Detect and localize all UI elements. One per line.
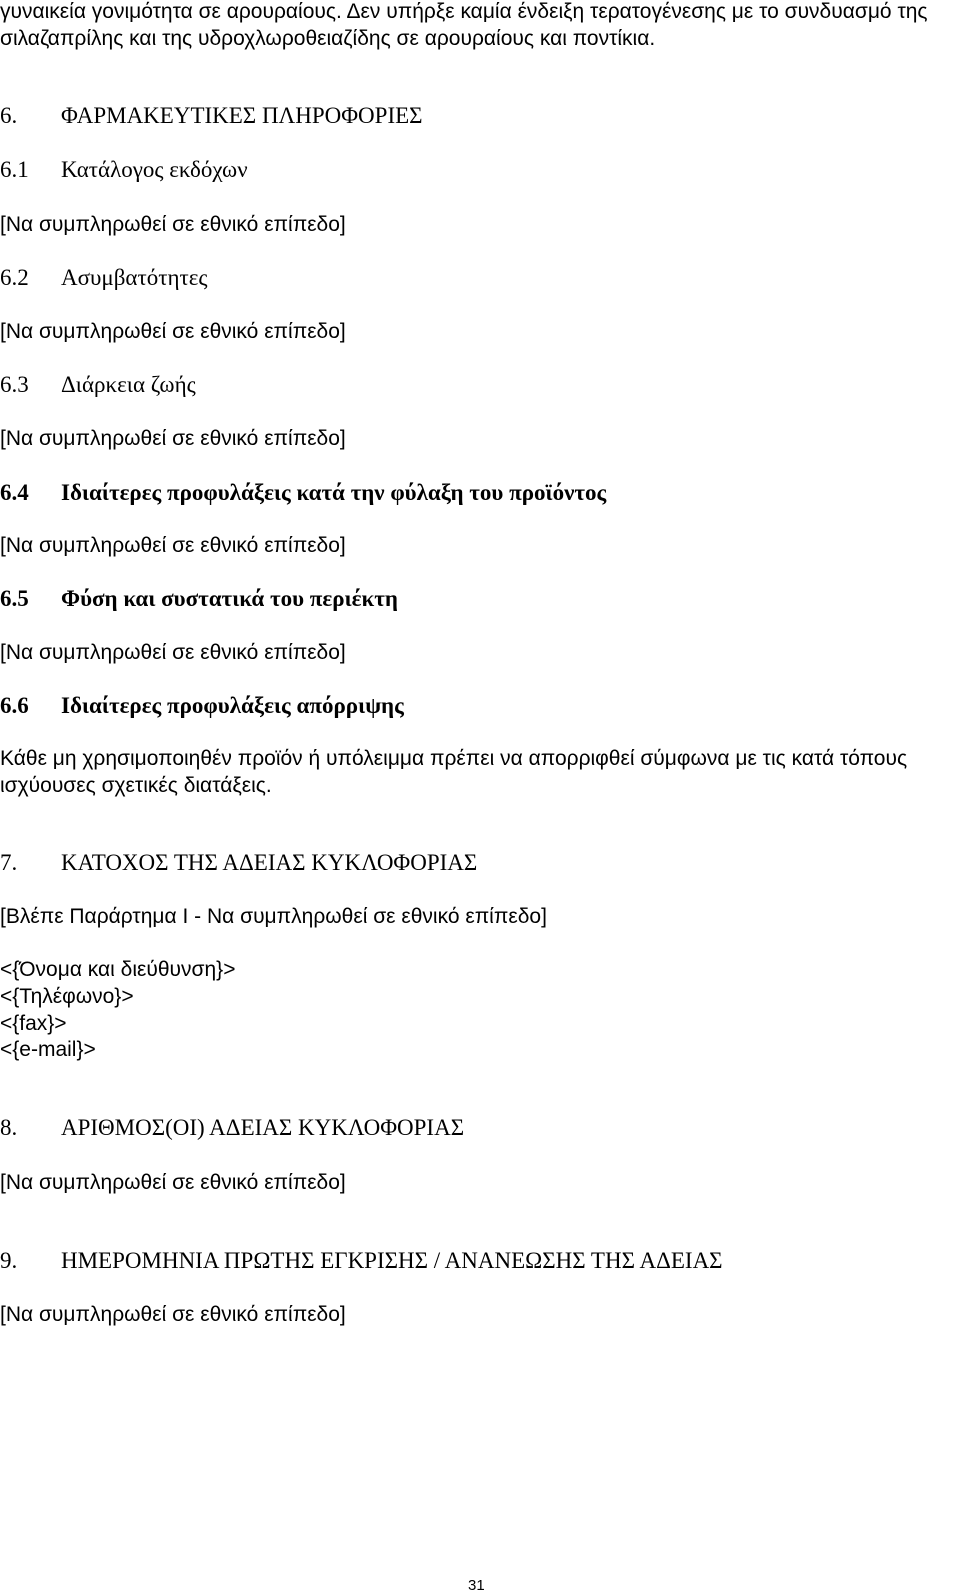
section-title: ΚΑΤΟΧΟΣ ΤΗΣ ΑΔΕΙΑΣ ΚΥΚΛΟΦΟΡΙΑΣ: [61, 850, 478, 875]
section-number: 8.: [0, 1115, 18, 1140]
subsection-6-4-body: [Να συμπληρωθεί σε εθνικό επίπεδο]: [0, 534, 346, 557]
holder-name-address: <{Όνομα και διεύθυνση}>: [0, 958, 236, 981]
subsection-title: Διάρκεια ζωής: [61, 372, 196, 397]
intro-line-1: γυναικεία γονιμότητα σε αρουραίους. Δεν υπήρξε καμία ένδειξη τερατογένεσης με το συνδυασμό της: [0, 0, 928, 23]
holder-email: <{e-mail}>: [0, 1038, 96, 1061]
subsection-title: Φύση και συστατικά του περιέκτη: [61, 586, 398, 611]
subsection-number: 6.3: [0, 372, 29, 397]
subsection-6-2-body: [Να συμπληρωθεί σε εθνικό επίπεδο]: [0, 320, 346, 343]
subsection-title: Ασυμβατότητες: [61, 265, 208, 290]
holder-fax: <{fax}>: [0, 1012, 67, 1035]
section-title: ΗΜΕΡΟΜΗΝΙΑ ΠΡΩΤΗΣ ΕΓΚΡΙΣΗΣ / ΑΝΑΝΕΩΣΗΣ ΤΗΣ ΑΔΕΙΑΣ: [61, 1248, 723, 1273]
subsection-title: Ιδιαίτερες προφυλάξεις κατά την φύλαξη του προϊόντος: [61, 480, 607, 505]
subsection-number: 6.6: [0, 693, 29, 718]
subsection-6-5-body: [Να συμπληρωθεί σε εθνικό επίπεδο]: [0, 641, 346, 664]
section-title: ΑΡΙΘΜΟΣ(ΟΙ) ΑΔΕΙΑΣ ΚΥΚΛΟΦΟΡΙΑΣ: [61, 1115, 465, 1140]
section-7-note: [Βλέπε Παράρτημα Ι - Να συμπληρωθεί σε εθνικό επίπεδο]: [0, 905, 547, 928]
subsection-number: 6.2: [0, 265, 29, 290]
section-8-body: [Να συμπληρωθεί σε εθνικό επίπεδο]: [0, 1171, 346, 1194]
holder-phone: <{Τηλέφωνο}>: [0, 985, 134, 1008]
subsection-6-6-body-line-2: ισχύουσες σχετικές διατάξεις.: [0, 774, 272, 797]
subsection-6-1-body: [Να συμπληρωθεί σε εθνικό επίπεδο]: [0, 213, 346, 236]
subsection-6-3-body: [Να συμπληρωθεί σε εθνικό επίπεδο]: [0, 427, 346, 450]
intro-line-2: σιλαζαπρίλης και της υδροχλωροθειαζίδης σε αρουραίους και ποντίκια.: [0, 27, 656, 50]
subsection-number: 6.5: [0, 586, 29, 611]
page-number: 31: [468, 1577, 485, 1594]
section-number: 6.: [0, 103, 18, 128]
section-title: ΦΑΡΜΑΚΕΥΤΙΚΕΣ ΠΛΗΡΟΦΟΡΙΕΣ: [61, 103, 423, 128]
subsection-title: Ιδιαίτερες προφυλάξεις απόρριψης: [61, 693, 404, 718]
subsection-number: 6.4: [0, 480, 29, 505]
section-number: 9.: [0, 1248, 18, 1273]
section-number: 7.: [0, 850, 18, 875]
subsection-6-6-body-line-1: Κάθε μη χρησιμοποιηθέν προϊόν ή υπόλειμμα πρέπει να απορριφθεί σύμφωνα με τις κατά τόπους: [0, 747, 908, 770]
subsection-title: Κατάλογος εκδόχων: [61, 157, 248, 182]
section-9-body: [Να συμπληρωθεί σε εθνικό επίπεδο]: [0, 1303, 346, 1326]
subsection-number: 6.1: [0, 157, 29, 182]
